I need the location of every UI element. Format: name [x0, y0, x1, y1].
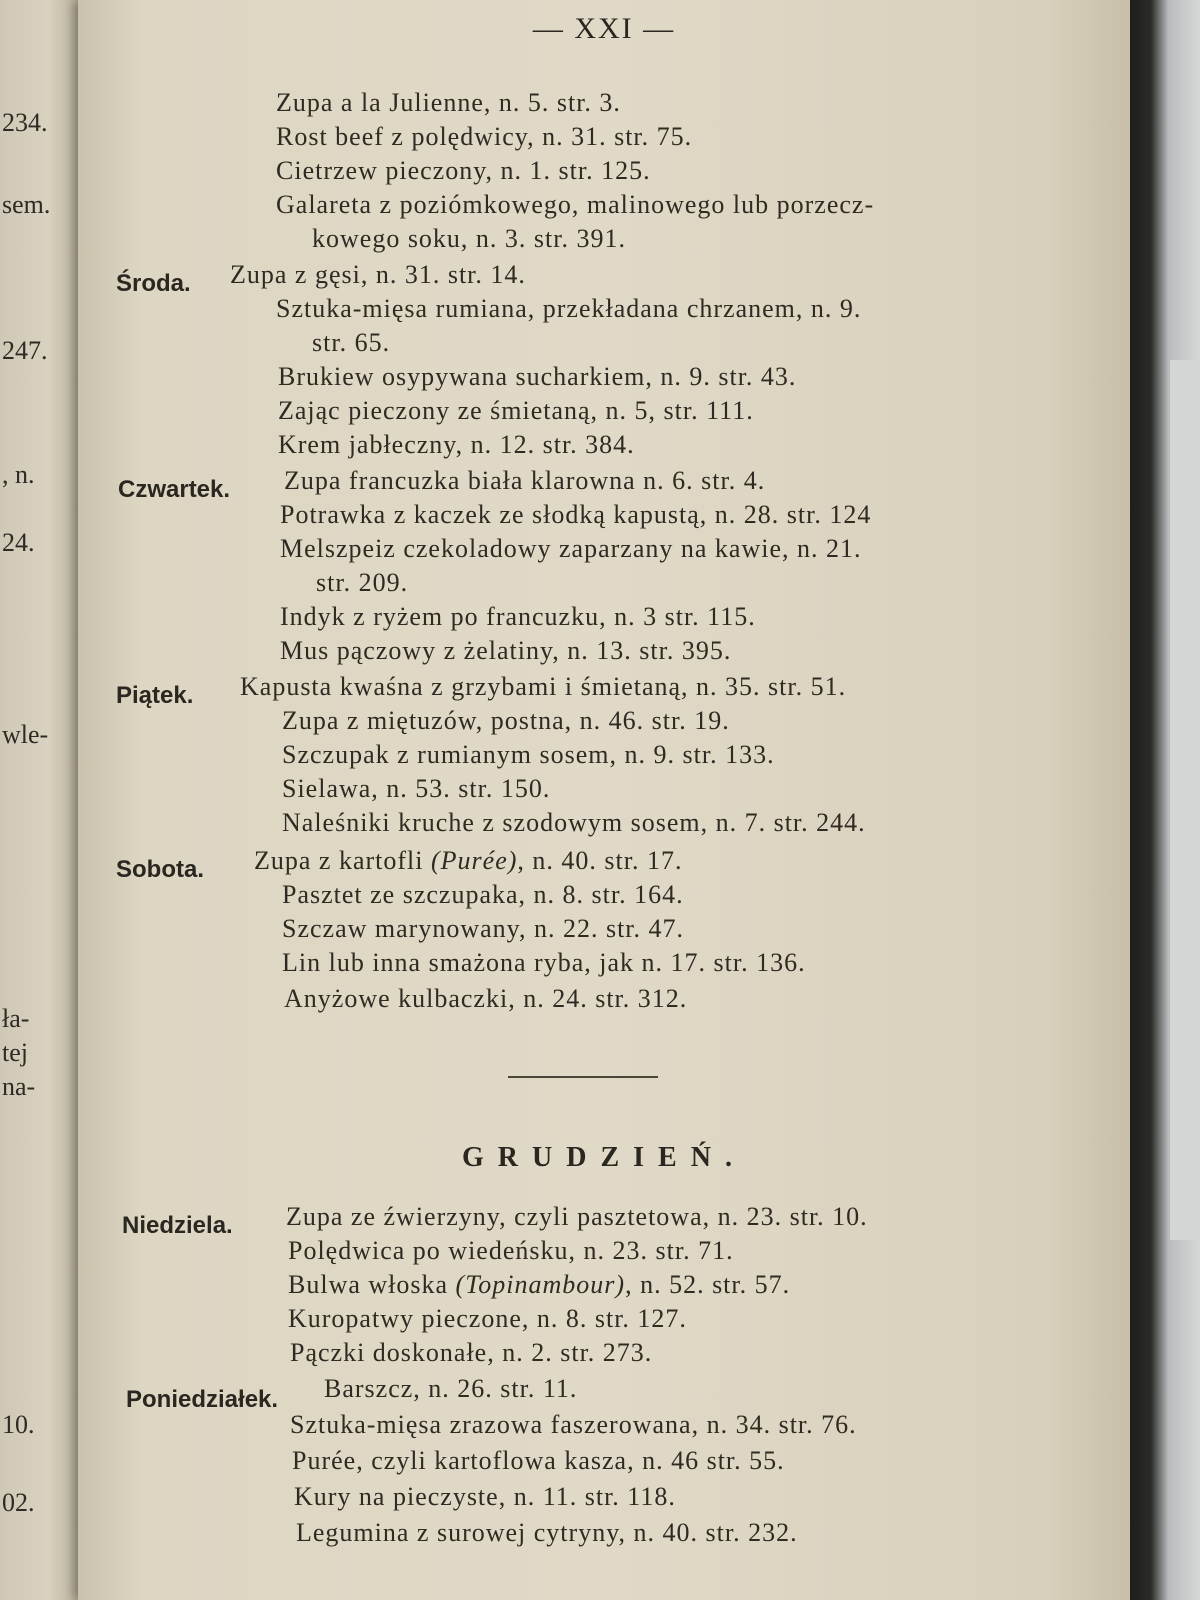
menu-line: Kapusta kwaśna z grzybami i śmietaną, n. 35. str. 51. [240, 672, 847, 701]
menu-line: Sielawa, n. 53. str. 150. [282, 774, 551, 803]
menu-line: Anyżowe kulbaczki, n. 24. str. 312. [284, 984, 688, 1013]
menu-line: Legumina z surowej cytryny, n. 40. str. 232. [296, 1518, 798, 1547]
margin-fragment: 247. [2, 336, 48, 365]
menu-line: Zupa z gęsi, n. 31. str. 14. [230, 260, 526, 289]
menu-line: Krem jabłeczny, n. 12. str. 384. [278, 430, 635, 459]
day-label-piatek: Piątek. [116, 682, 194, 709]
menu-line: Pasztet ze szczupaka, n. 8. str. 164. [282, 880, 684, 909]
day-label-poniedzialek: Poniedziałek. [126, 1386, 279, 1413]
menu-line: Brukiew osypywana sucharkiem, n. 9. str. 43. [278, 362, 797, 391]
menu-line: str. 209. [316, 568, 409, 597]
menu-line: Zupa francuzka biała klarowna n. 6. str. 4. [284, 466, 766, 495]
menu-line: Mus pączowy z żelatiny, n. 13. str. 395. [280, 636, 732, 665]
menu-line: Rost beef z polędwicy, n. 31. str. 75. [276, 122, 693, 151]
menu-line: Indyk z ryżem po francuzku, n. 3 str. 115. [280, 602, 756, 631]
menu-line: Purée, czyli kartoflowa kasza, n. 46 str. 55. [292, 1446, 785, 1475]
menu-line: Kuropatwy pieczone, n. 8. str. 127. [288, 1304, 687, 1333]
menu-line: kowego soku, n. 3. str. 391. [312, 224, 626, 253]
menu-line: Sztuka-mięsa zrazowa faszerowana, n. 34. str. 76. [290, 1410, 857, 1439]
day-label-sobota: Sobota. [116, 856, 204, 883]
margin-fragment: sem. [2, 190, 51, 219]
background-paper [1170, 360, 1200, 1240]
menu-line: Zupa z kartofli (Purée), n. 40. str. 17. [254, 846, 683, 875]
margin-fragment: , n. [2, 460, 35, 489]
section-divider [508, 1076, 658, 1078]
menu-line: Zupa z miętuzów, postna, n. 46. str. 19. [282, 706, 730, 735]
menu-line: Sztuka-mięsa rumiana, przekładana chrzanem, n. 9. [276, 294, 862, 323]
month-heading: GRUDZIEŃ. [462, 1142, 746, 1173]
menu-line: Polędwica po wiedeńsku, n. 23. str. 71. [288, 1236, 734, 1265]
menu-line: Zając pieczony ze śmietaną, n. 5, str. 111. [278, 396, 754, 425]
day-label-czwartek: Czwartek. [118, 476, 231, 503]
italic-term: (Purée) [431, 846, 518, 875]
menu-line: str. 65. [312, 328, 391, 357]
background-desk [1130, 0, 1200, 1600]
menu-line: Barszcz, n. 26. str. 11. [324, 1374, 578, 1403]
margin-fragment: 02. [2, 1488, 35, 1517]
day-label-niedziela: Niedziela. [122, 1212, 233, 1239]
menu-line: Kury na pieczyste, n. 11. str. 118. [294, 1482, 676, 1511]
menu-line: Potrawka z kaczek ze słodką kapustą, n. 28. str. 124 [280, 500, 872, 529]
menu-line: Szczupak z rumianym sosem, n. 9. str. 133. [282, 740, 775, 769]
menu-line: Melszpeiz czekoladowy zaparzany na kawie, n. 21. [280, 534, 862, 563]
margin-fragment: na- [2, 1072, 36, 1101]
margin-fragment: wle- [2, 720, 49, 749]
menu-line: Szczaw marynowany, n. 22. str. 47. [282, 914, 685, 943]
menu-line: Pączki doskonałe, n. 2. str. 273. [290, 1338, 653, 1367]
margin-fragment: 24. [2, 528, 35, 557]
margin-fragment: 10. [2, 1410, 35, 1439]
day-label-sroda: Środa. [116, 270, 191, 297]
menu-line: Lin lub inna smażona ryba, jak n. 17. str. 136. [282, 948, 806, 977]
menu-line: Zupa ze źwierzyny, czyli pasztetowa, n. 23. str. 10. [286, 1202, 868, 1231]
menu-line: Cietrzew pieczony, n. 1. str. 125. [276, 156, 651, 185]
menu-line: Galareta z poziómkowego, malinowego lub porzecz- [276, 190, 875, 219]
page-number-header: — XXI — [532, 12, 676, 45]
menu-line: Zupa a la Julienne, n. 5. str. 3. [276, 88, 621, 117]
italic-term: (Topinambour) [455, 1270, 626, 1299]
margin-fragment: tej [2, 1038, 28, 1067]
menu-line: Naleśniki kruche z szodowym sosem, n. 7. str. 244. [282, 808, 866, 837]
menu-line: Bulwa włoska (Topinambour), n. 52. str. 57. [288, 1270, 791, 1299]
margin-fragment: 234. [2, 108, 48, 137]
book-page [78, 0, 1130, 1600]
margin-fragment: ła- [2, 1004, 30, 1033]
left-page-edge [0, 0, 80, 1600]
